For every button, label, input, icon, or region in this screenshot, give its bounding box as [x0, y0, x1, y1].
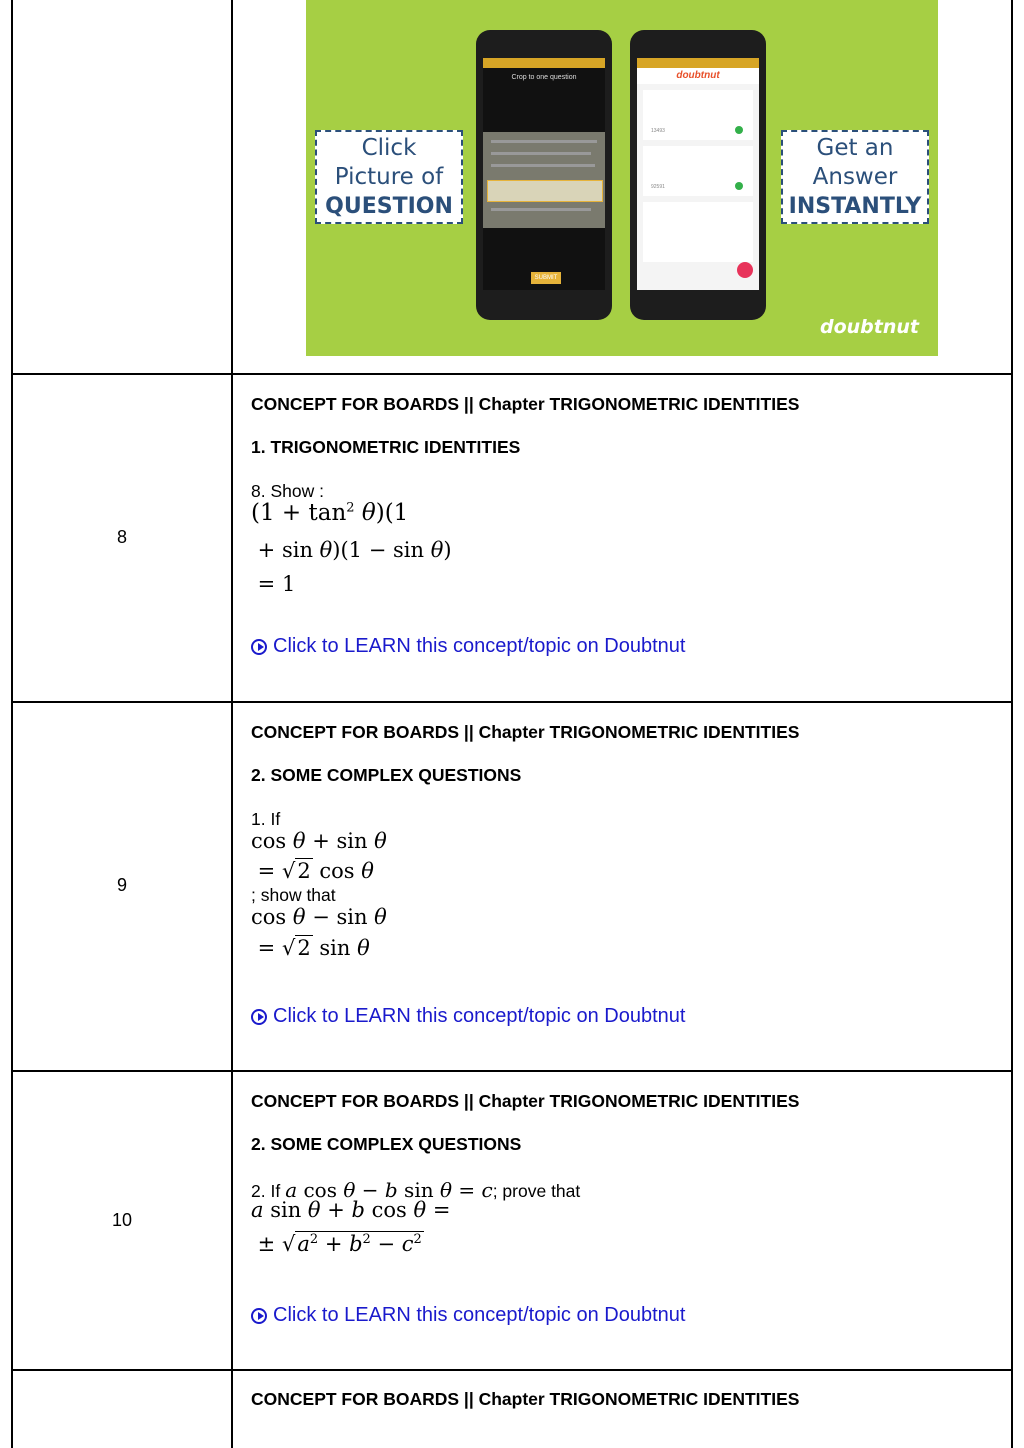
phone-right-screen — [637, 58, 759, 290]
left-callout-line2: Picture of — [334, 163, 444, 190]
right-callout-line2: Answer — [812, 163, 898, 190]
math-expression: a cos θ − b sin θ = c — [285, 1178, 493, 1202]
app-logo: doubtnut — [637, 68, 759, 84]
math-expression: a sin θ + b cos θ = — [251, 1198, 451, 1222]
phone-left — [476, 30, 612, 320]
play-circle-icon — [251, 1308, 267, 1324]
row-divider — [11, 1070, 1013, 1072]
math-expression: cos θ + sin θ — [251, 829, 387, 853]
concept-heading: CONCEPT FOR BOARDS || Chapter TRIGONOMETRIC IDENTITIES — [251, 1091, 800, 1111]
concept-heading: CONCEPT FOR BOARDS || Chapter TRIGONOMETRIC IDENTITIES — [251, 722, 800, 742]
right-callout — [781, 130, 929, 224]
cropped-photo — [483, 132, 605, 228]
phone-left-screen — [483, 58, 605, 290]
math-expression: $(1 + \tan^2 \theta)(1$ — [251, 500, 409, 526]
row-number: 8 — [116, 527, 127, 547]
math-expression: ± $√a^2 + b^2 - c^2$ — [251, 1232, 422, 1256]
question-prompt: 1. If — [251, 809, 281, 829]
result-card[interactable] — [643, 90, 753, 140]
doubtnut-banner — [306, 0, 938, 356]
learn-link-text[interactable]: Click to LEARN this concept/topic on Doubtnut — [273, 635, 686, 657]
learn-link-text[interactable]: Click to LEARN this concept/topic on Doubtnut — [273, 1005, 686, 1027]
math-expression: cos θ − sin θ — [251, 905, 387, 929]
question-middle-text: ; prove that — [492, 1181, 581, 1201]
concept-heading: CONCEPT FOR BOARDS || Chapter TRIGONOMETRIC IDENTITIES — [251, 394, 800, 414]
play-circle-icon — [251, 1009, 267, 1025]
concept-subheading: 2. SOME COMPLEX QUESTIONS — [251, 1134, 522, 1154]
concept-subheading: 2. SOME COMPLEX QUESTIONS — [251, 765, 522, 785]
math-expression: = 1 — [251, 572, 296, 596]
learn-link[interactable] — [251, 1005, 685, 1028]
whatsapp-icon — [735, 126, 743, 134]
learn-link-text[interactable]: Click to LEARN this concept/topic on Doubtnut — [273, 1304, 686, 1326]
row-divider — [11, 373, 1013, 375]
brand-logo: doubtnut — [820, 316, 919, 338]
status-bar — [483, 58, 605, 68]
crop-header: Crop to one question — [511, 74, 577, 81]
right-callout-line3: INSTANTLY — [788, 193, 922, 219]
concept-subheading: 1. TRIGONOMETRIC IDENTITIES — [251, 437, 521, 457]
math-expression: + sin θ)(1 − sin θ) — [251, 538, 452, 562]
camera-fab-icon[interactable] — [737, 262, 753, 278]
status-bar — [637, 58, 759, 68]
left-callout-line1: Click — [361, 134, 417, 161]
result-count: 13493 — [651, 128, 665, 134]
left-callout-line3: QUESTION — [325, 193, 453, 219]
row-divider — [11, 701, 1013, 703]
left-callout — [315, 130, 463, 224]
result-card[interactable] — [643, 202, 753, 262]
column-divider — [231, 0, 233, 1448]
row-number: 9 — [116, 875, 127, 895]
math-expression: = √2 cos θ — [251, 859, 374, 883]
submit-button[interactable]: SUBMIT — [531, 272, 561, 284]
learn-link[interactable] — [251, 635, 685, 658]
right-callout-line1: Get an — [816, 134, 894, 161]
question-prompt: 2. If — [251, 1181, 281, 1201]
phone-right — [630, 30, 766, 320]
concept-heading: CONCEPT FOR BOARDS || Chapter TRIGONOMETRIC IDENTITIES — [251, 1389, 800, 1409]
learn-link[interactable] — [251, 1304, 685, 1327]
row-divider — [11, 1369, 1013, 1371]
play-circle-icon — [251, 639, 267, 655]
question-prompt: 8. Show : — [251, 481, 324, 501]
question-middle-text: ; show that — [251, 885, 336, 905]
math-expression: = √2 sin θ — [251, 936, 370, 960]
whatsapp-icon — [735, 182, 743, 190]
row-number: 10 — [111, 1210, 133, 1230]
result-count: 92591 — [651, 184, 665, 190]
result-card[interactable] — [643, 146, 753, 196]
